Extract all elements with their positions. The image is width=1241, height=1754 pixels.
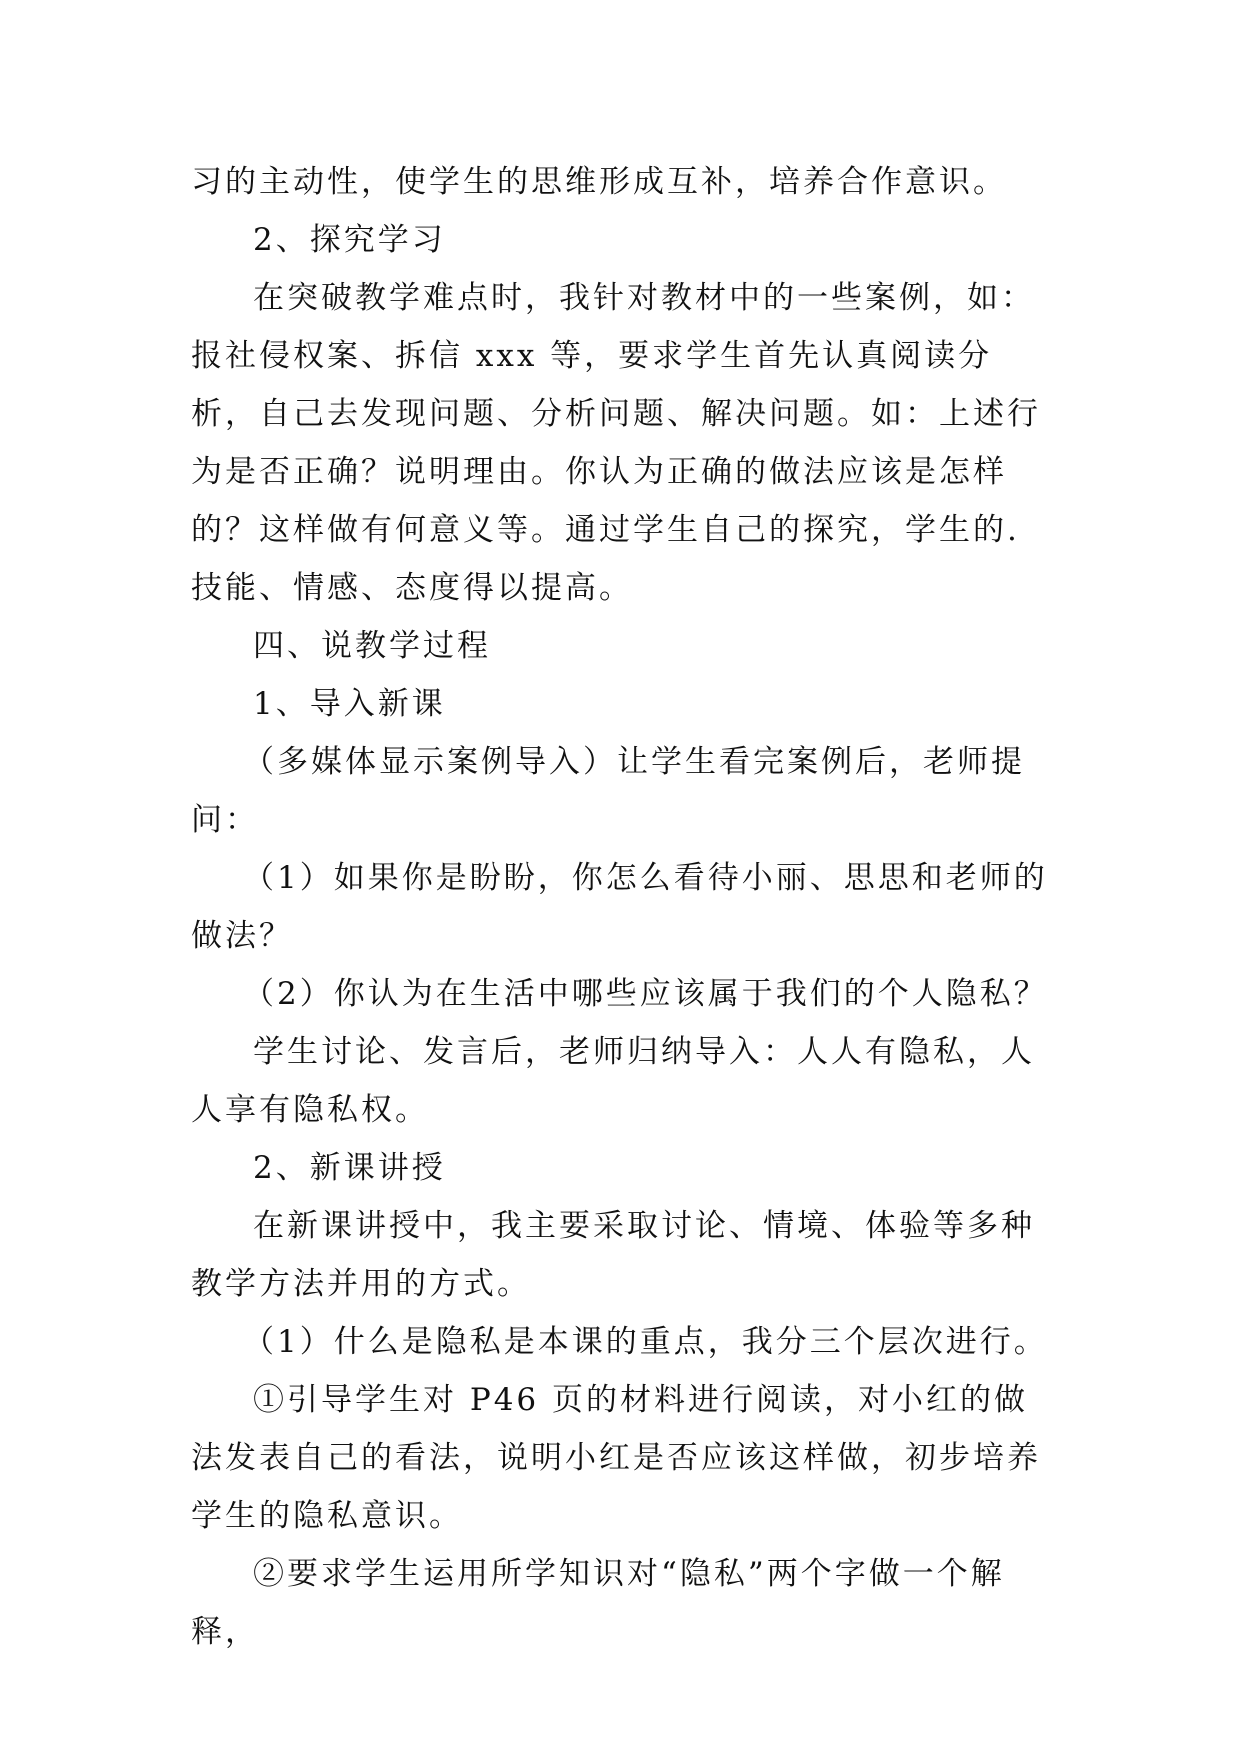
heading-new-lesson: 2、新课讲授: [253, 1150, 446, 1186]
question-2: （2）你认为在生活中哪些应该属于我们的个人隐私？: [243, 976, 1048, 1012]
step-1-reading: ①引导学生对 P46 页的材料进行阅读，对小红的做法发表自己的看法，说明小红是否应该这样做，初步培养学生的隐私意识。: [191, 1382, 1041, 1534]
heading-inquiry-learning: 2、探究学习: [253, 222, 446, 258]
document-page: [191, 153, 1053, 1661]
question-1: （1）如果你是盼盼，你怎么看待小丽、思思和老师的做法？: [191, 860, 1048, 954]
step-2-explain: ②要求学生运用所学知识对“隐私”两个字做一个解释，: [191, 1556, 1005, 1650]
heading-introduce-lesson: 1、导入新课: [253, 686, 446, 722]
paragraph-discussion-summary: 学生讨论、发言后，老师归纳导入：人人有隐私，人人享有隐私权。: [191, 1034, 1035, 1128]
heading-teaching-process: 四、说教学过程: [253, 628, 491, 664]
paragraph-continuation: 习的主动性，使学生的思维形成互补，培养合作意识。: [191, 164, 1007, 200]
point-1-privacy-focus: （1）什么是隐私是本课的重点，我分三个层次进行。: [243, 1324, 1048, 1360]
paragraph-new-lesson-body: 在新课讲授中，我主要采取讨论、情境、体验等多种教学方法并用的方式。: [191, 1208, 1035, 1302]
paragraph-inquiry-body: 在突破教学难点时，我针对教材中的一些案例，如：报社侵权案、拆信 xxx 等，要求学生首先认真阅读分析，自己去发现问题、分析问题、解决问题。如：上述行为是否正确？说明理由。你认为正确的做法应该是怎样的？这样做有何意义等。通过学生自己的探究，学生的.技能、情感、态度得以提高。: [191, 280, 1041, 606]
paragraph-multimedia-intro: （多媒体显示案例导入）让学生看完案例后，老师提问：: [191, 744, 1025, 838]
